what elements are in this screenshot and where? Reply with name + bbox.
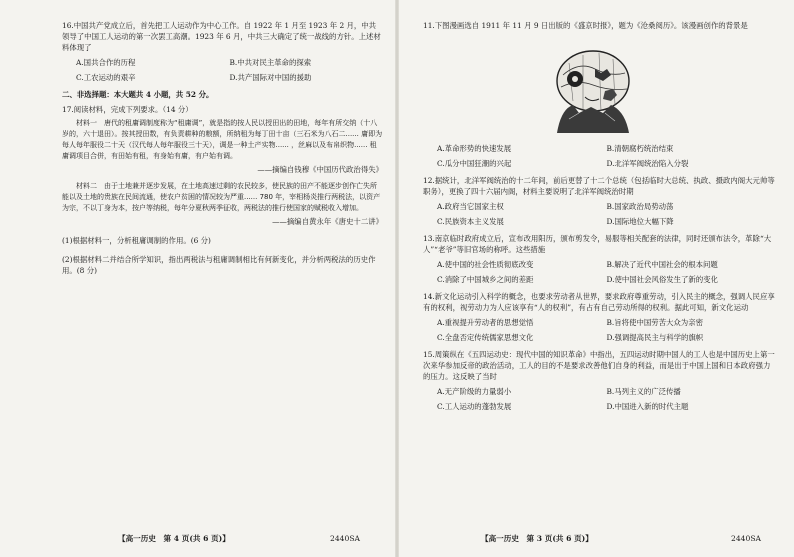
question-13-options [437,259,776,285]
option-a: A.政府当它国家主权 [437,202,504,211]
material-2: 材料二 由于土地兼并逐步发展，在土地高速过剩的农民较多，使民族的田产不能逐步创作亡失所能以及土地的贵族在民间流通，使农户贫困的情况较为严重...... 780 年，宰相杨炎推行两税法，以资产为宗，不以丁身为本，按户等纳税，每年分夏秋两季征收，两税法的推行使国家的赋税收入增加。 [62,182,381,212]
question-12-options [437,201,776,227]
option-b: B.国家政治局势动荡 [606,202,674,211]
option-b: B.解决了近代中国社会的根本问题 [606,260,718,269]
question-13 [423,233,776,285]
cartoon-drawing [539,39,643,133]
material-2-source: ——摘编自黄永年《唐史十二讲》 [272,217,383,226]
option-a: A.无产阶级的力量弱小 [437,387,512,396]
section-heading: 二、非选择题：本大题共 4 小题，共 52 分。 [62,90,214,99]
question-12 [423,175,776,227]
option-d: D.国际地位大幅下降 [606,217,674,226]
question-13-stem: 13.南京临时政府成立后，宣布改用阳历，颁布剪发令，易服等相关配套的法律，同时还颁布法令，革除“大人”“老爷”等旧官场的称呼。这些措施 [423,234,772,254]
question-12-stem: 12.据统计，北洋军阀统治的十二年间，前后更替了十二个总统（包括临时大总统、执政、摄政内阁大元帅等职务），更换了四十六届内阁，材料主要说明了北洋军阀统治时期 [423,176,775,196]
option-c: C.瓜分中国狂潮的兴起 [437,159,512,168]
option-d: D.北洋军阀统治陷入分裂 [606,159,689,168]
footer-code: 2440SA [330,534,361,543]
question-15-options [437,386,776,412]
option-c: C.工人运动的蓬勃发展 [437,402,512,411]
question-11 [423,20,776,169]
option-a: A.使中国的社会性质彻底改变 [437,260,534,269]
question-11-stem: 11.下图漫画选自 1911 年 11 月 9 日出版的《盛京时报》，题为《沧桑阅历》。该漫画创作的背景是 [423,21,748,30]
option-b: B.马列主义的广泛传播 [606,387,681,396]
question-14-stem: 14.新文化运动引入科学的概念，也要求劳动者从世界，要求政府尊重劳动，引入民主的概念，强调人民应享有的权利，视劳动力为人应该享有“人的权利”，有占有自己劳动所得的权利。据此可知，新文化运动 [423,292,775,312]
option-c: C.民族资本主义发展 [437,217,504,226]
option-c: C.工农运动的艰辛 [76,73,136,82]
question-11-options [437,143,776,169]
right-page [397,0,794,557]
footer-code: 2440SA [731,534,762,543]
question-16-options [76,57,383,83]
question-14-options [437,317,776,343]
question-17-stem: 17.阅读材料，完成下列要求。（14 分） [62,105,193,114]
sub-question-1: (1)根据材料一，分析租庸调制的作用。(6 分) [62,236,211,245]
option-d: D.使中国社会风俗发生了新的变化 [606,275,718,284]
option-a: A.国共合作的历程 [76,58,136,67]
question-16-stem: 16.中国共产党成立后，首先把工人运动作为中心工作。自 1922 年 1 月至 1923 年 2 月，中共领导了中国工人运动的第一次罢工高潮。1923 年 6 月，中共三大确定了统一战线的方针。上述材料体现了 [62,21,381,52]
option-b: B.中共对民主革命的探索 [229,58,312,67]
option-d: D.中国进入新的时代主题 [606,402,689,411]
option-b: B.清朝腐朽统治结束 [606,144,674,153]
material-1: 材料一 唐代的租庸调制度称为“租庸调”，就是指的按人民以授田出的田地，每年有所交纳（十八岁的，六十退田）。按其授田数，有负责耕种的粮额，所纳租为每丁田十亩（三石米为八石二...... 庸即为每人每年服役二十天（汉代每人每年服役三十天），调是一种土产实物...... ，丝麻以及布帛织物...... 租庸调项目合併，有田始有租，有身始有庸，有户始有调。 [62,119,383,160]
option-d: D.强调提高民主与科学的旗帜 [606,333,704,342]
option-a: A.重视提升劳动者的思想觉悟 [437,318,534,327]
question-14 [423,291,776,343]
option-a: A.革命形势的快速发展 [437,144,512,153]
footer-title: 【高一历史 第 4 页(共 6 页)】 [118,534,230,543]
option-b: B.旨将使中国劳苦大众为亲密 [606,318,703,327]
question-16 [62,20,383,83]
footer-title: 【高一历史 第 3 页(共 6 页)】 [481,534,593,543]
cartoon-image [539,39,643,133]
sub-question-2: (2)根据材料二并结合所学知识，指出两税法与租庸调制相比有何新变化，并分析两税法的历史作用。(8 分) [62,255,376,275]
material-1-source: ——摘编自钱穆《中国历代政治得失》 [257,165,383,174]
question-15 [423,349,776,412]
option-c: C.消除了中国城乡之间的差距 [437,275,534,284]
option-d: D.共产国际对中国的援助 [229,73,312,82]
option-c: C.全盘否定传统儒家思想文化 [437,333,534,342]
question-17 [62,104,383,276]
question-15-stem: 15.周策纵在《五四运动史：现代中国的知识革命》中指出，五四运动时期中国人的工人也是中国历史上第一次来华参加反帝的政治活动，工人的目的不是要求改善他们自身的利益，而是出于中国上国和日本政府强力的压力。这反映了当时 [423,350,775,381]
